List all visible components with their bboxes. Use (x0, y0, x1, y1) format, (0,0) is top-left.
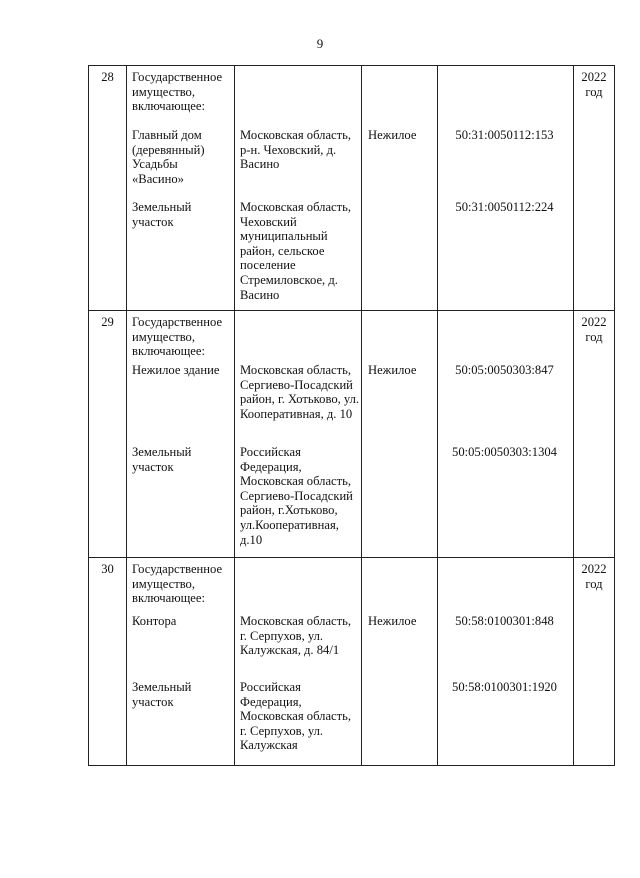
item-name: Земельный участок (132, 445, 192, 474)
item-address: Московская область, Сергиево-Посадский район, г. Хотьково, ул. Кооперативная, д. 10 (240, 363, 360, 421)
item-address: Российская Федерация, Московская область, Сергиево-Посадский район, г.Хотьково, ул.Кооперативная, д.10 (240, 445, 353, 547)
purpose-cell (362, 311, 438, 558)
table-row (89, 66, 615, 311)
row-number: 30 (101, 562, 114, 576)
item-address: Российская Федерация, Московская область, г. Серпухов, ул. Калужская (240, 680, 352, 753)
name-cell (127, 311, 235, 558)
row-number: 29 (101, 315, 114, 329)
row-number-cell (89, 558, 127, 766)
year-value: 2022 (581, 562, 607, 576)
year-unit: год (585, 84, 603, 99)
item-cadastral-number: 50:05:0050303:1304 (452, 445, 557, 459)
item-purpose: Нежилое (368, 614, 417, 628)
year-cell (574, 66, 615, 311)
item-name: Нежилое здание (132, 363, 220, 377)
table-row (89, 558, 615, 766)
address-cell (235, 66, 362, 311)
item-purpose: Нежилое (368, 363, 417, 377)
group-title: Государственное имущество, включающее: (132, 562, 223, 606)
year-cell (574, 558, 615, 766)
item-name: Земельный участок (132, 680, 192, 709)
item-cadastral-number: 50:05:0050303:847 (455, 363, 554, 377)
item-cadastral-number: 50:31:0050112:153 (455, 128, 554, 142)
year-unit: год (585, 329, 603, 344)
year-unit: год (585, 576, 603, 591)
item-name: Контора (132, 614, 177, 628)
purpose-cell (362, 558, 438, 766)
page-number: 9 (316, 36, 324, 51)
row-number: 28 (101, 70, 114, 84)
purpose-cell (362, 66, 438, 311)
row-number-cell (89, 311, 127, 558)
cadastral-cell (438, 66, 574, 311)
year-value: 2022 (581, 315, 607, 329)
table-row (89, 311, 615, 558)
group-title: Государственное имущество, включающее: (132, 70, 223, 114)
cadastral-cell (438, 558, 574, 766)
address-cell (235, 558, 362, 766)
item-name: Земельный участок (132, 200, 192, 229)
group-title: Государственное имущество, включающее: (132, 315, 223, 359)
row-number-cell (89, 66, 127, 311)
cadastral-cell (438, 311, 574, 558)
item-name: Главный дом (деревянный) Усадьбы «Васино» (132, 128, 205, 186)
name-cell (127, 66, 235, 311)
item-cadastral-number: 50:58:0100301:848 (455, 614, 554, 628)
year-value: 2022 (581, 70, 607, 84)
item-cadastral-number: 50:58:0100301:1920 (452, 680, 557, 694)
item-purpose: Нежилое (368, 128, 417, 142)
item-address: Московская область, г. Серпухов, ул. Калужская, д. 84/1 (240, 614, 352, 658)
name-cell (127, 558, 235, 766)
item-address: Московская область, Чеховский муниципальный район, сельское поселение Стремиловское, д. Васино (240, 200, 352, 302)
address-cell (235, 311, 362, 558)
item-address: Московская область, р-н. Чеховский, д. Васино (240, 128, 352, 172)
year-cell (574, 311, 615, 558)
property-registry-table (88, 65, 615, 766)
item-cadastral-number: 50:31:0050112:224 (455, 200, 554, 214)
